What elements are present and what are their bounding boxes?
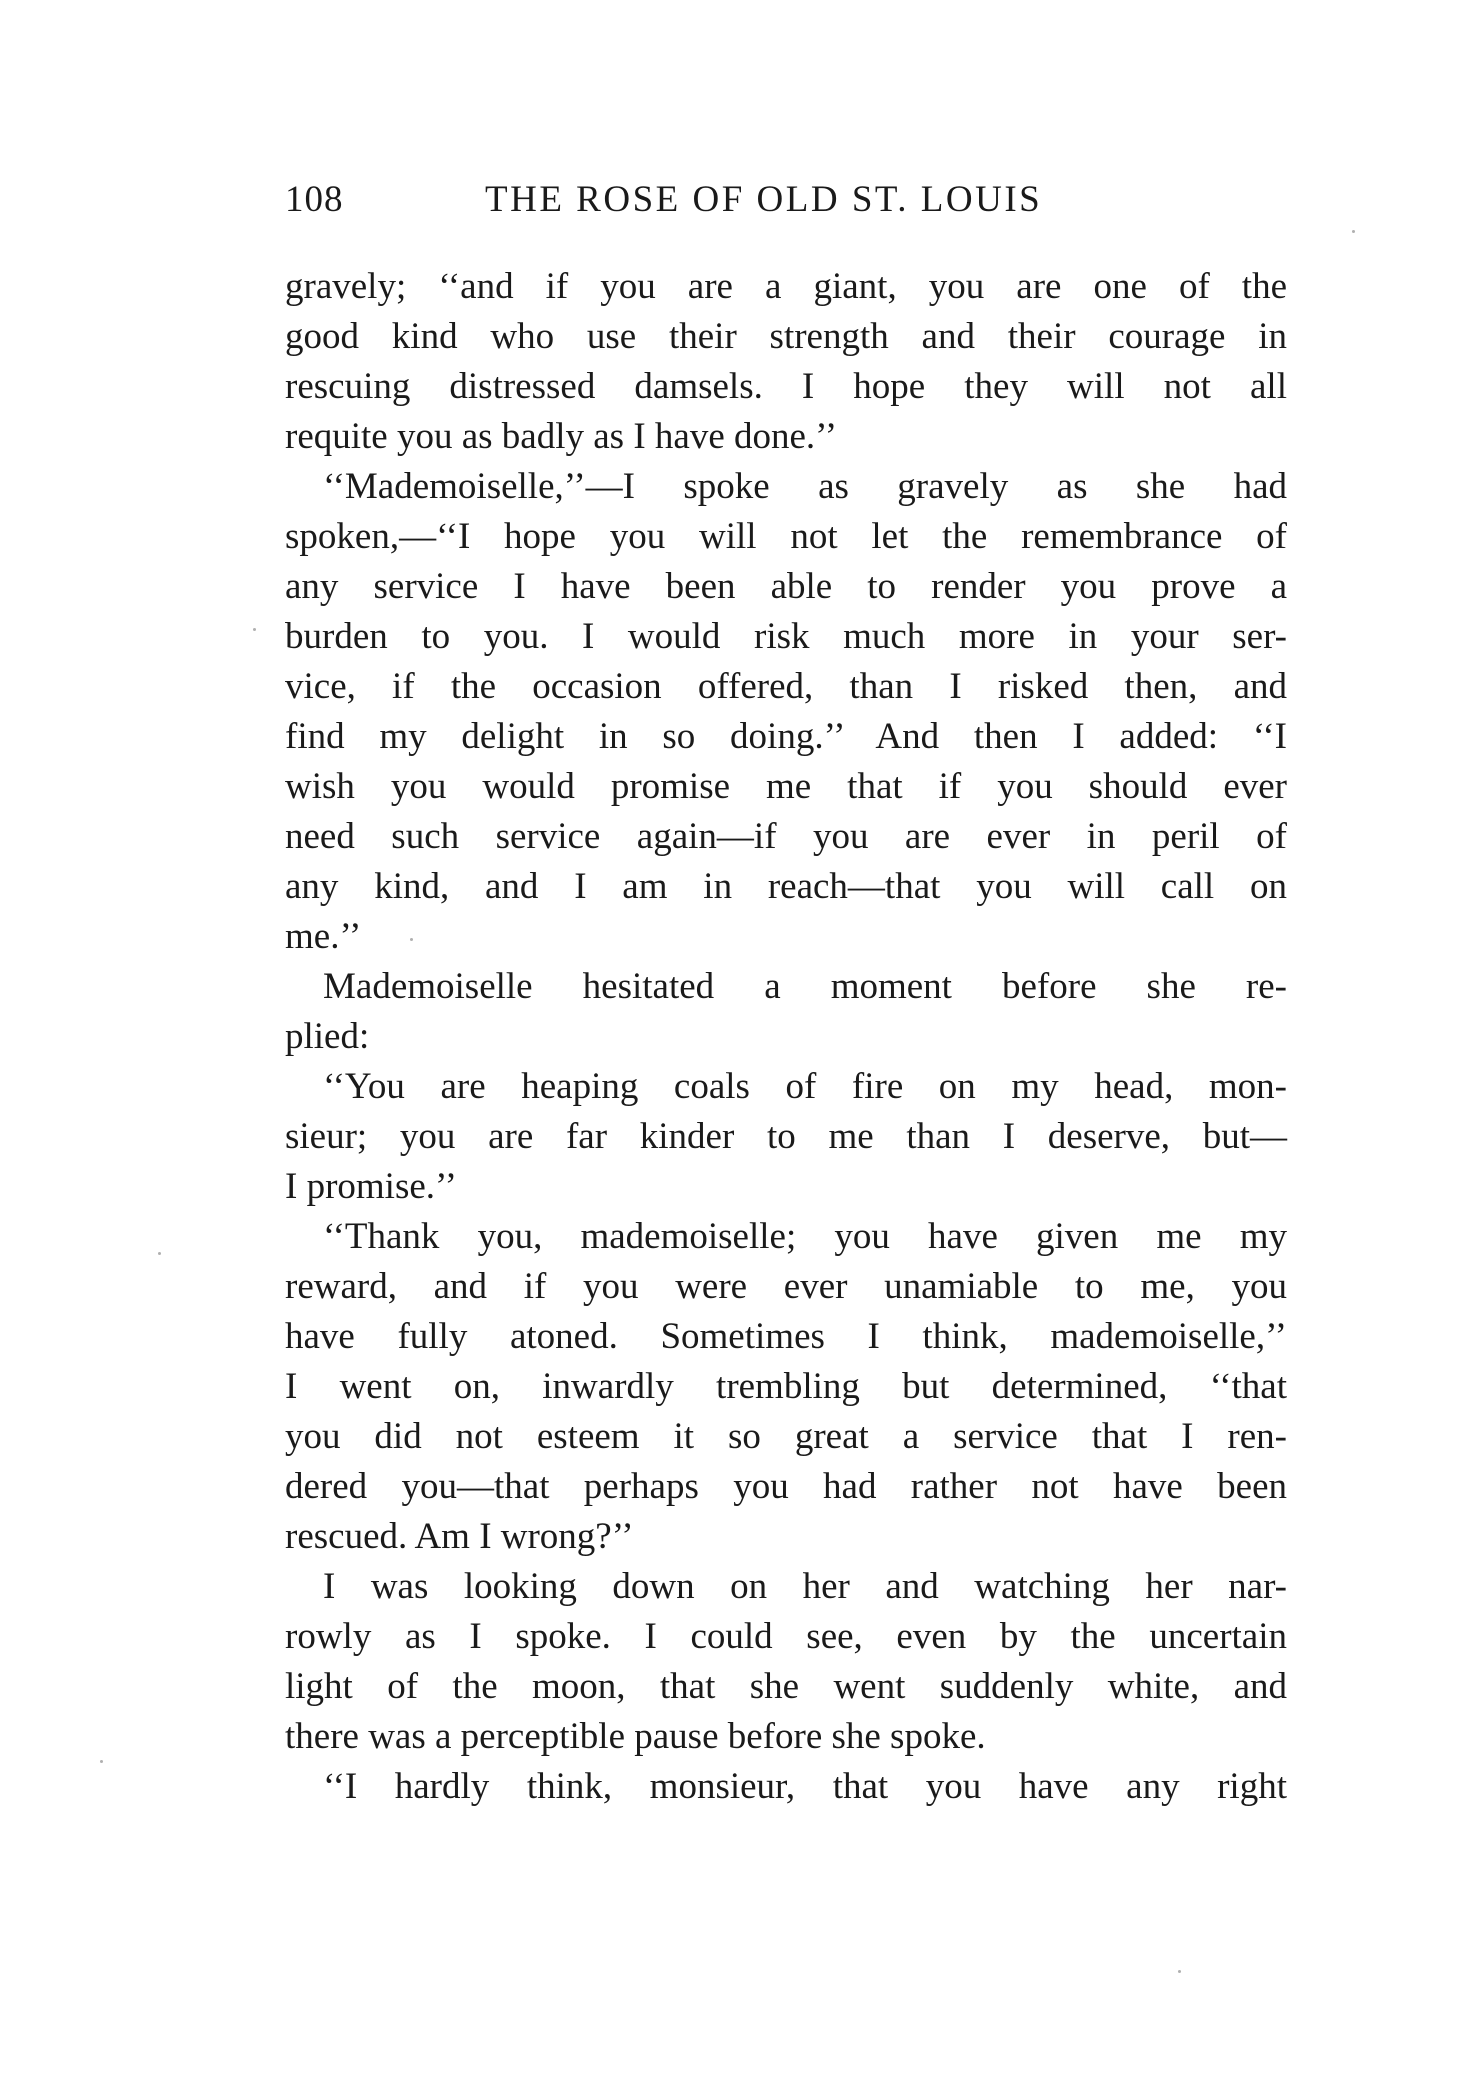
text-line: ‘‘Thank you, mademoiselle; you have given me my (323, 1216, 1287, 1257)
page-header (285, 178, 1287, 238)
paper-speck (253, 628, 256, 631)
text-line: spoken,—‘‘I hope you will not let the remembrance of (285, 516, 1287, 557)
paper-speck (1352, 230, 1355, 233)
text-line: dered you—that perhaps you had rather not have been (285, 1466, 1287, 1507)
text-line: there was a perceptible pause before she spoke. (285, 1716, 986, 1757)
text-line: vice, if the occasion offered, than I risked then, and (285, 666, 1287, 707)
text-line: burden to you. I would risk much more in your ser- (285, 616, 1287, 657)
text-line: rescuing distressed damsels. I hope they will not all (285, 366, 1287, 407)
text-line: me.’’ (285, 916, 362, 957)
paper-speck (1178, 1970, 1181, 1973)
running-title: THE ROSE OF OLD ST. LOUIS (485, 179, 1043, 220)
text-line: find my delight in so doing.’’ And then I added: ‘‘I (285, 716, 1287, 757)
text-line: I promise.’’ (285, 1166, 457, 1207)
text-line: I went on, inwardly trembling but determined, ‘‘that (285, 1366, 1287, 1407)
text-line: you did not esteem it so great a service that I ren- (285, 1416, 1287, 1457)
text-line: ‘‘Mademoiselle,’’—I spoke as gravely as she had (323, 466, 1287, 507)
text-line: rescued. Am I wrong?’’ (285, 1516, 634, 1557)
text-line: I was looking down on her and watching her nar- (323, 1566, 1287, 1607)
text-line: rowly as I spoke. I could see, even by the uncertain (285, 1616, 1287, 1657)
text-line: any kind, and I am in reach—that you will call on (285, 866, 1287, 907)
text-line: ‘‘I hardly think, monsieur, that you have any right (323, 1766, 1287, 1807)
text-line: Mademoiselle hesitated a moment before she re- (323, 966, 1287, 1007)
text-line: any service I have been able to render you prove a (285, 566, 1287, 607)
text-line: wish you would promise me that if you should ever (285, 766, 1287, 807)
text-line: have fully atoned. Sometimes I think, mademoiselle,’’ (285, 1316, 1287, 1357)
text-line: light of the moon, that she went suddenly white, and (285, 1666, 1287, 1707)
text-line: good kind who use their strength and their courage in (285, 316, 1287, 357)
text-line: reward, and if you were ever unamiable to me, you (285, 1266, 1287, 1307)
text-line: requite you as badly as I have done.’’ (285, 416, 838, 457)
paper-speck (100, 1760, 103, 1763)
text-line: plied: (285, 1016, 370, 1057)
page-number: 108 (285, 179, 344, 220)
paper-speck (410, 938, 413, 941)
text-line: ‘‘You are heaping coals of fire on my head, mon- (323, 1066, 1287, 1107)
text-line: need such service again—if you are ever in peril of (285, 816, 1287, 857)
text-line: gravely; ‘‘and if you are a giant, you are one of the (285, 266, 1287, 307)
text-line: sieur; you are far kinder to me than I deserve, but— (285, 1116, 1287, 1157)
paper-speck (158, 1252, 161, 1255)
